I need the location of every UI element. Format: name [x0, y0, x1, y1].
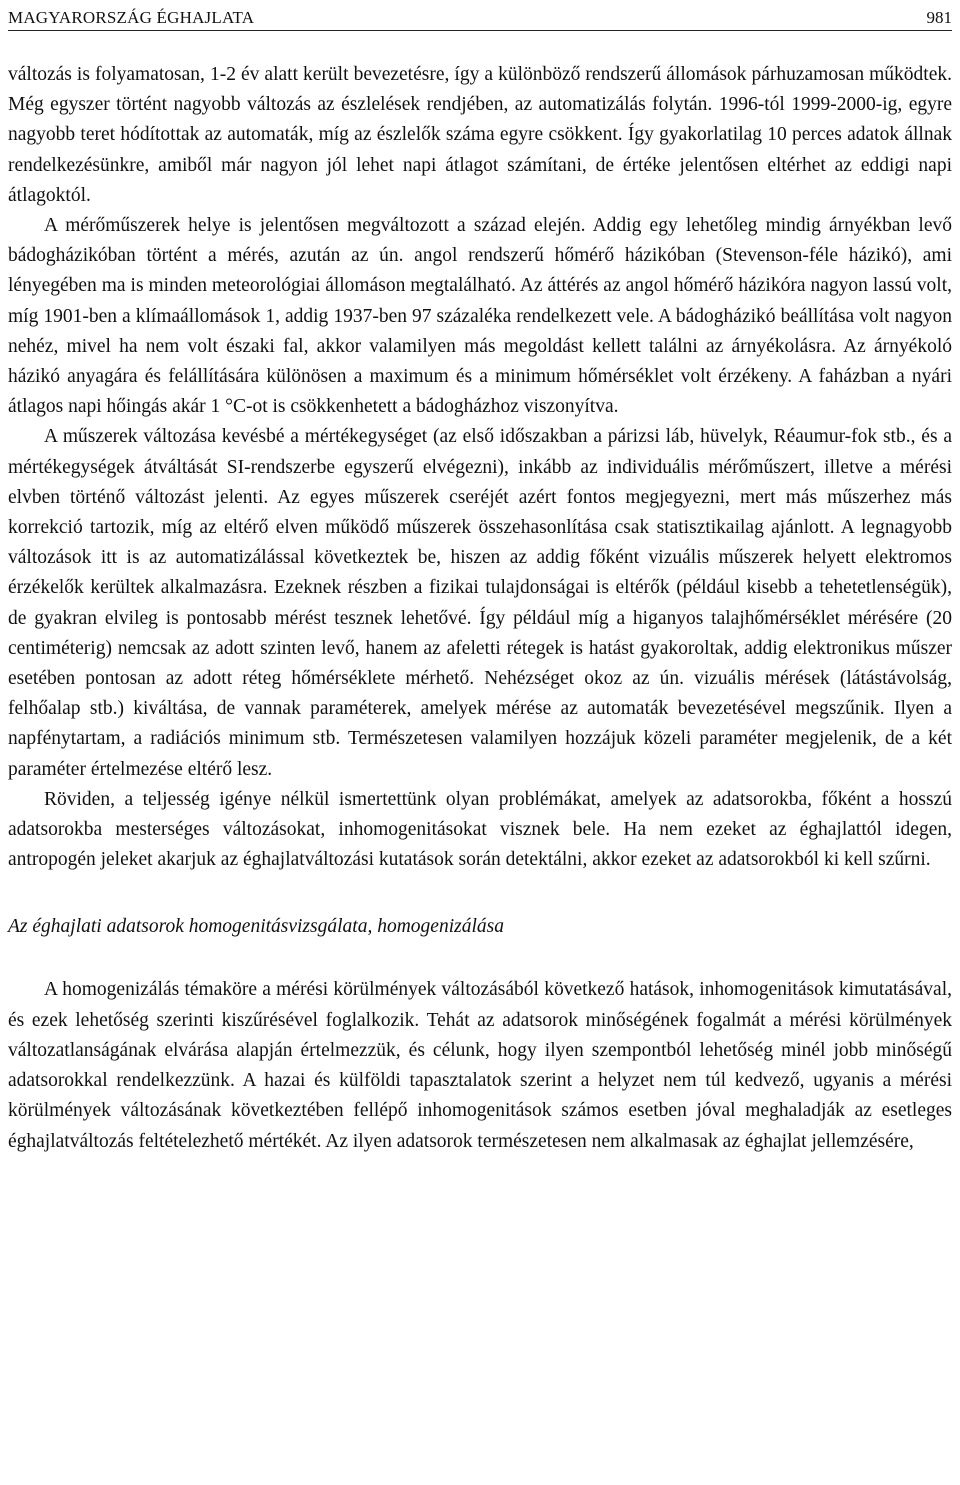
section-heading: Az éghajlati adatsorok homogenitásvizsgálata, homogenizálása: [8, 916, 504, 938]
paragraph: A műszerek változása kevésbé a mértékegységet (az első időszakban a párizsi láb, hüvelyk, Réaumur-fok stb., és a mértékegységek átváltását SI-rendszerbe egyszerű elvégezni), inkább az individuális mérőműszert, illetve a mérési elvben történő változást jelenti. Az egyes műszerek cseréjét azért fontos megjegyezni, mert más műszerhez más korrekció tartozik, míg az eltérő elven működő műszerek összehasonlítása csak statisztikailag ajánlott. A legnagyobb változások itt is az automatizálással következtek be, hiszen az addig főként vizuális műszerek helyett elektromos érzékelők kerültek alkalmazásra. Ezeknek részben a fizikai tulajdonságai is eltérők (például kisebb a tehetetlenségük), de gyakran elvileg is pontosabb mérést tesznek lehetővé. Így például míg a higanyos talajhőmérséklet mérésére (20 centiméterig) nemcsak az adott szinten levő, hanem az afeletti rétegek is hatást gyakoroltak, addig elektronikus műszer esetében pontosan az adott réteg hőmérséklete mérhető. Nehézséget okoz az ún. vizuális mérések (látástávolság, felhőalap stb.) kiváltása, de vannak paraméterek, amelyek mérése az automaták bevezetésével megszűnik. Ilyen a napfénytartam, a radiációs minimum stb. Természetesen valamilyen hozzájuk közeli paraméter megjelenik, de a két paraméter értelmezése eltérő lesz.: [8, 426, 952, 780]
page-number: 981: [926, 8, 952, 27]
paragraph: A mérőműszerek helye is jelentősen megváltozott a század elején. Addig egy lehetőleg mindig árnyékban levő bádogházikóban történt a mérés, azután az ún. angol rendszerű hőmérő házikóban (Stevenson-féle házikó), ami lényegében ma is minden meteorológiai állomáson megtalálható. Az áttérés az angol hőmérő házikóra nagyon lassú volt, míg 1901-ben a klímaállomások 1, addig 1937-ben 97 százaléka rendelkezett vele. A bádogházikó beállítása volt nagyon nehéz, mivel ha nem volt északi fal, akkor valamilyen más megoldást kellett találni az árnyékolásra. Az árnyékoló házikó anyagára és felállítására különösen a maximum és a minimum hőmérséklet volt érzékeny. A faházban a nyári átlagos napi hőingás akár 1 °C-ot is csökkenhetett a bádogházhoz viszonyítva.: [8, 215, 952, 418]
section-body-text: [8, 975, 952, 1156]
paragraph-continuation: változás is folyamatosan, 1-2 év alatt került bevezetésre, így a különböző rendszerű állomások párhuzamosan működtek. Még egyszer történt nagyobb változás az észlelések rendjében, az automatizálás folytán. 1996-tól 1999-2000-ig, egyre nagyobb teret hódítottak az automaták, míg az észlelők száma egyre csökkent. Így gyakorlatilag 10 perces adatok állnak rendelkezésünkre, amiből már nagyon jól lehet napi átlagot számítani, de értéke jelentősen eltérhet az eddigi napi átlagoktól.: [8, 64, 952, 206]
running-header: [8, 0, 952, 31]
paragraph: Röviden, a teljesség igénye nélkül ismertettünk olyan problémákat, amelyek az adatsorokba, főként a hosszú adatsorokba mesterséges változásokat, inhomogenitásokat visznek bele. Ha nem ezeket az éghajlattól idegen, antropogén jeleket akarjuk az éghajlatváltozási kutatások során detektálni, akkor ezeket az adatsorokból ki kell szűrni.: [8, 788, 952, 871]
document-page: [8, 0, 952, 1157]
running-header-title: MAGYARORSZÁG ÉGHAJLATA: [8, 8, 255, 27]
body-text: [8, 60, 952, 875]
paragraph: A homogenizálás témaköre a mérési körülmények változásából következő hatások, inhomogenitások kimutatásával, és ezek lehetőség szerinti kiszűrésével foglalkozik. Tehát az adatsorok minőségének fogalmát a mérési körülmények változatlanságának elvárása alapján értelmezzük, és célunk, hogy ilyen szempontból lehetőség minél jobb minőségű adatsorokkal rendelkezzünk. A hazai és külföldi tapasztalatok szerint a helyzet nem túl kedvező, ugyanis a mérési körülmények változásának következtében fellépő inhomogenitások számos esetben jóval meghaladják az esetleges éghajlatváltozás feltételezhető mértékét. Az ilyen adatsorok természetesen nem alkalmasak az éghajlat jellemzésére,: [8, 979, 952, 1152]
